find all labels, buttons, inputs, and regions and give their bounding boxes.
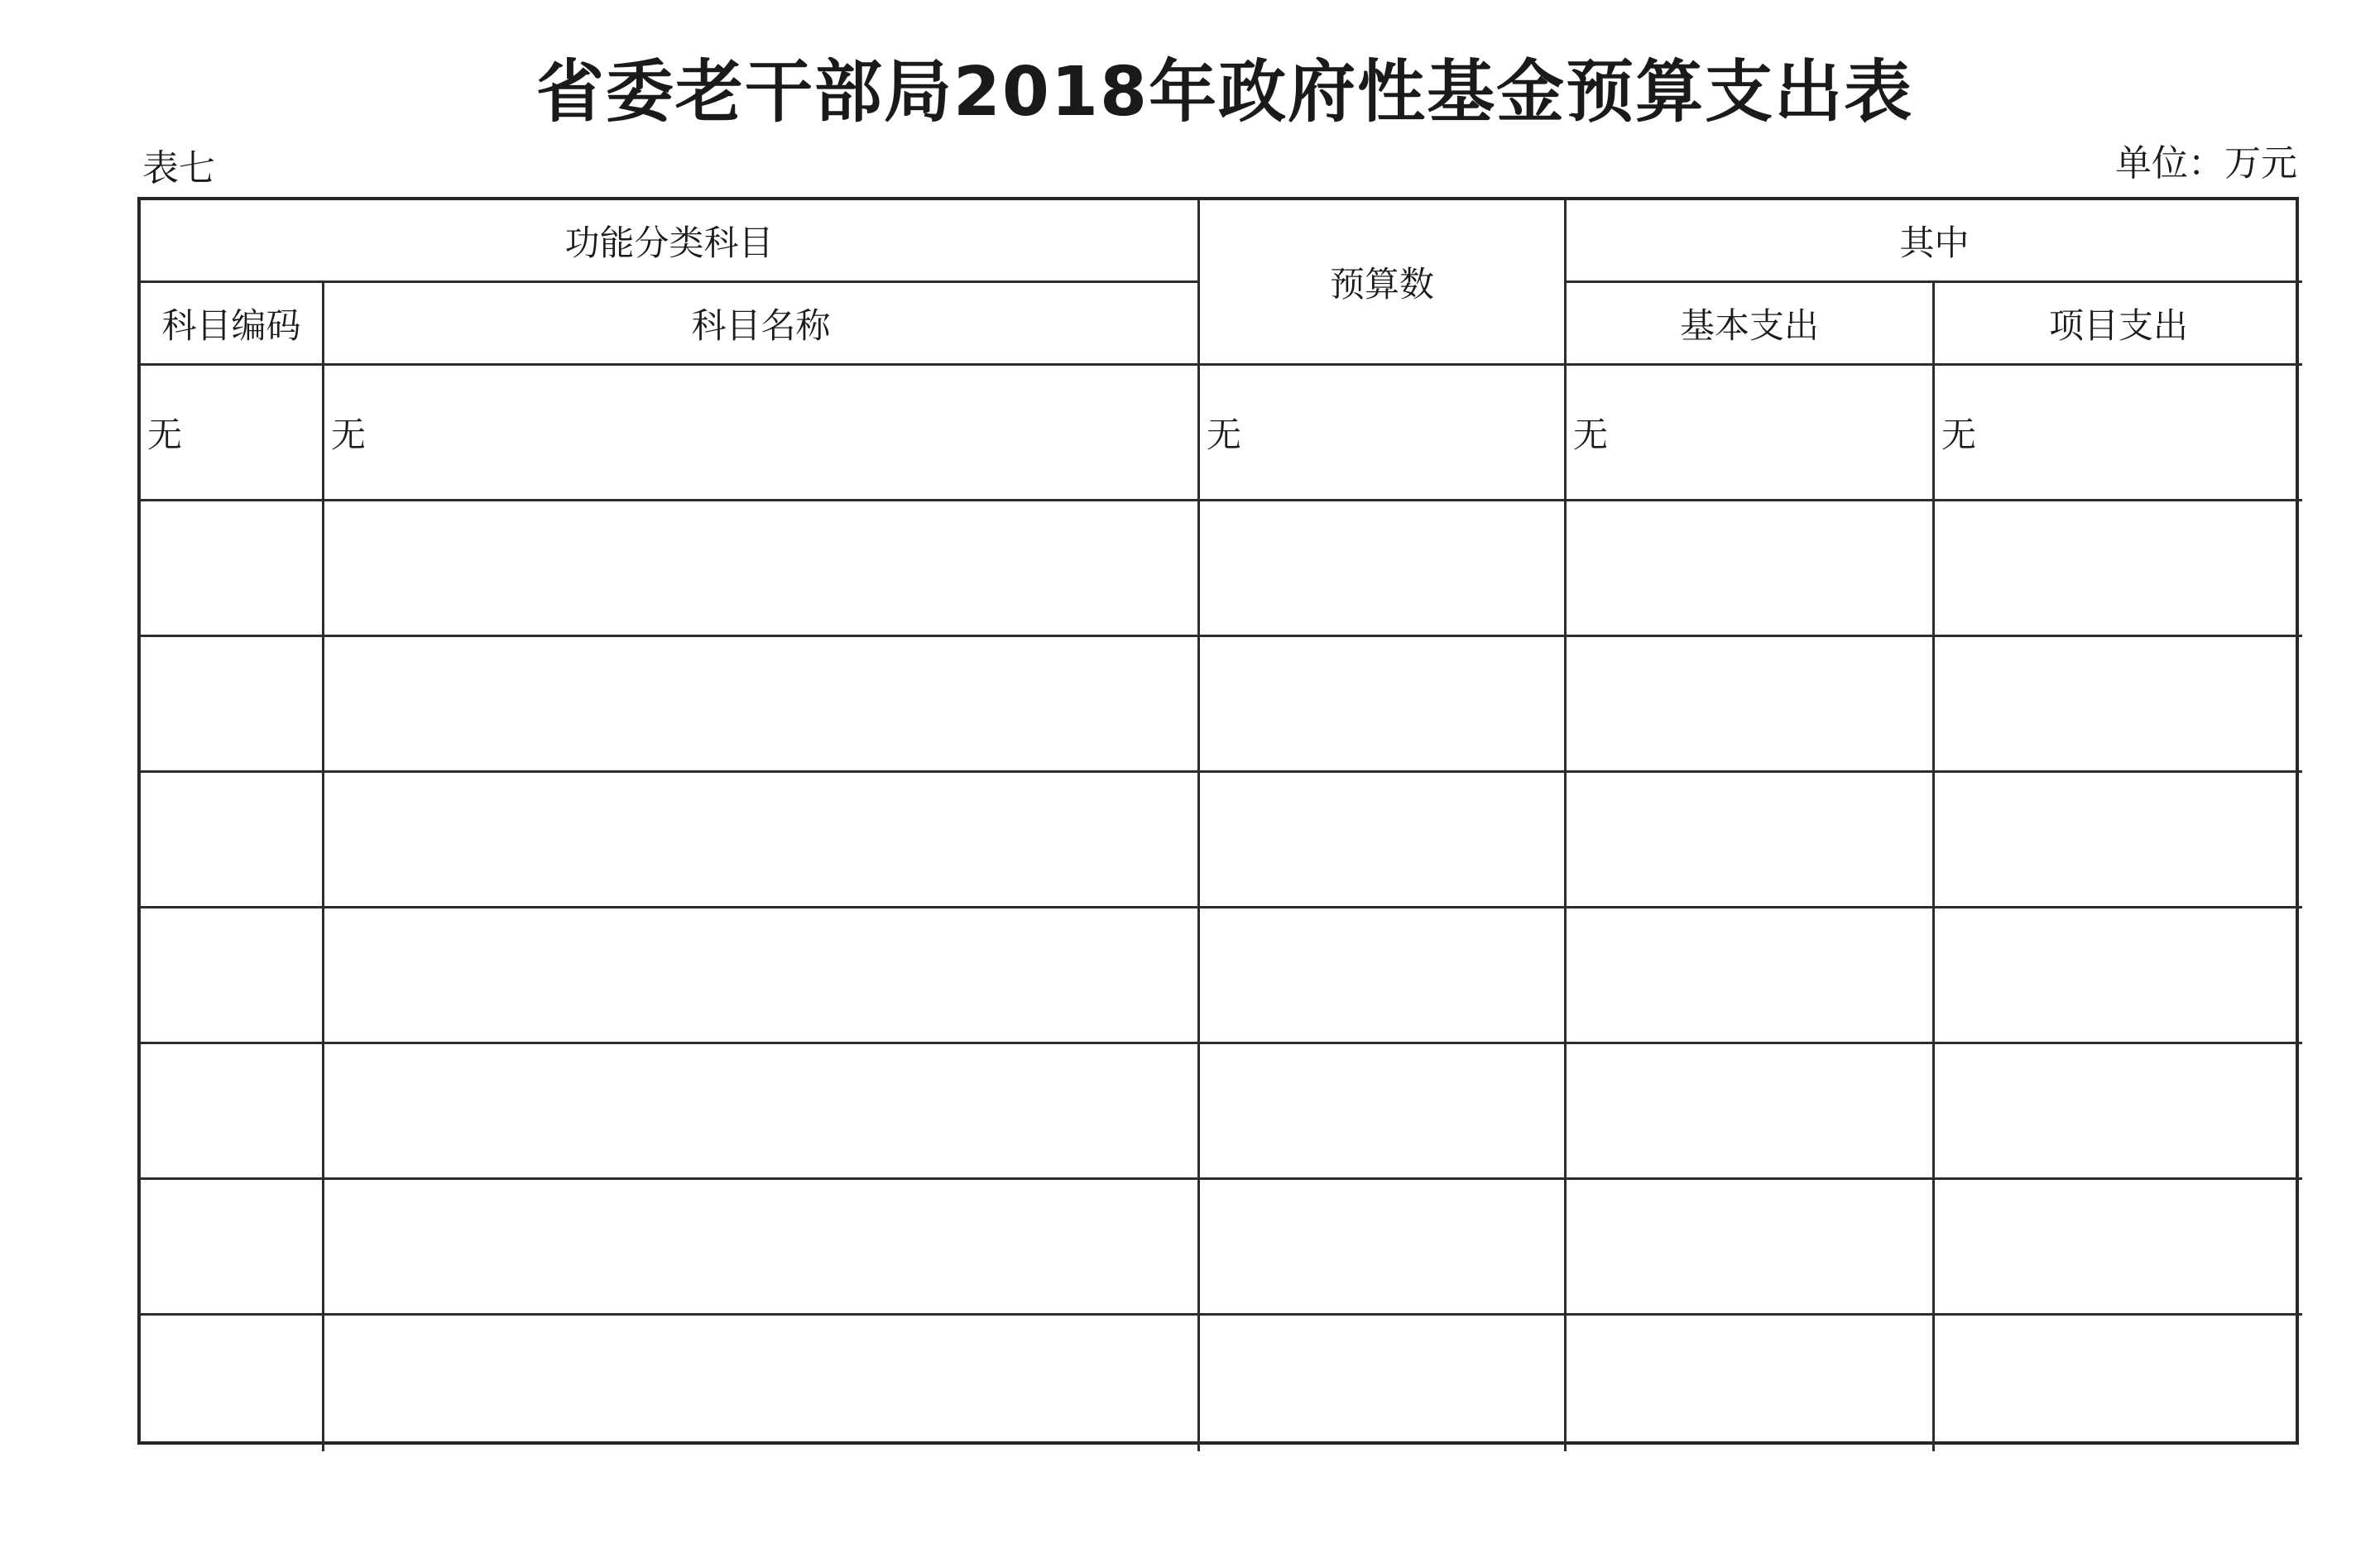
table-cell-subject-code	[141, 908, 324, 1044]
table-cell-budget: 无	[1200, 366, 1567, 501]
table-cell-basic-expenditure: 无	[1567, 366, 1935, 501]
table-cell-subject-name	[324, 1180, 1200, 1316]
table-cell-project-expenditure	[1935, 1180, 2302, 1316]
table-cell-subject-name	[324, 1316, 1200, 1451]
table-cell-project-expenditure	[1935, 1044, 2302, 1180]
table-cell-subject-code	[141, 773, 324, 908]
table-cell-subject-name	[324, 637, 1200, 773]
table-cell-subject-code	[141, 1044, 324, 1180]
header-budget: 预算数	[1200, 200, 1567, 366]
table-cell-basic-expenditure	[1567, 908, 1935, 1044]
table-cell-subject-name	[324, 773, 1200, 908]
table-cell-basic-expenditure	[1567, 501, 1935, 637]
table-cell-budget	[1200, 1316, 1567, 1451]
header-subject-code: 科目编码	[141, 283, 324, 366]
table-cell-subject-name	[324, 908, 1200, 1044]
table-cell-basic-expenditure	[1567, 1180, 1935, 1316]
table-cell-subject-code: 无	[141, 366, 324, 501]
table-cell-subject-name	[324, 501, 1200, 637]
header-functional-category: 功能分类科目	[141, 200, 1200, 283]
unit-label: 单位：万元	[2115, 142, 2297, 185]
table-cell-project-expenditure	[1935, 1316, 2302, 1451]
table-cell-subject-code	[141, 501, 324, 637]
table-cell-project-expenditure	[1935, 637, 2302, 773]
page-title: 省委老干部局2018年政府性基金预算支出表	[535, 53, 1914, 132]
table-cell-budget	[1200, 501, 1567, 637]
table-cell-subject-code	[141, 637, 324, 773]
table-number: 表七	[142, 147, 215, 189]
header-of-which: 其中	[1567, 200, 2302, 283]
table-cell-project-expenditure	[1935, 773, 2302, 908]
table-cell-budget	[1200, 773, 1567, 908]
header-basic-expenditure: 基本支出	[1567, 283, 1935, 366]
table-cell-basic-expenditure	[1567, 1044, 1935, 1180]
table-cell-budget	[1200, 908, 1567, 1044]
table-cell-subject-code	[141, 1180, 324, 1316]
budget-table	[137, 197, 2299, 1445]
table-cell-subject-name	[324, 1044, 1200, 1180]
table-cell-budget	[1200, 637, 1567, 773]
table-cell-project-expenditure: 无	[1935, 366, 2302, 501]
table-cell-basic-expenditure	[1567, 1316, 1935, 1451]
header-project-expenditure: 项目支出	[1935, 283, 2302, 366]
table-cell-project-expenditure	[1935, 908, 2302, 1044]
table-cell-budget	[1200, 1180, 1567, 1316]
table-cell-subject-name: 无	[324, 366, 1200, 501]
table-cell-budget	[1200, 1044, 1567, 1180]
table-cell-basic-expenditure	[1567, 773, 1935, 908]
table-cell-project-expenditure	[1935, 501, 2302, 637]
table-cell-subject-code	[141, 1316, 324, 1451]
header-subject-name: 科目名称	[324, 283, 1200, 366]
table-cell-basic-expenditure	[1567, 637, 1935, 773]
